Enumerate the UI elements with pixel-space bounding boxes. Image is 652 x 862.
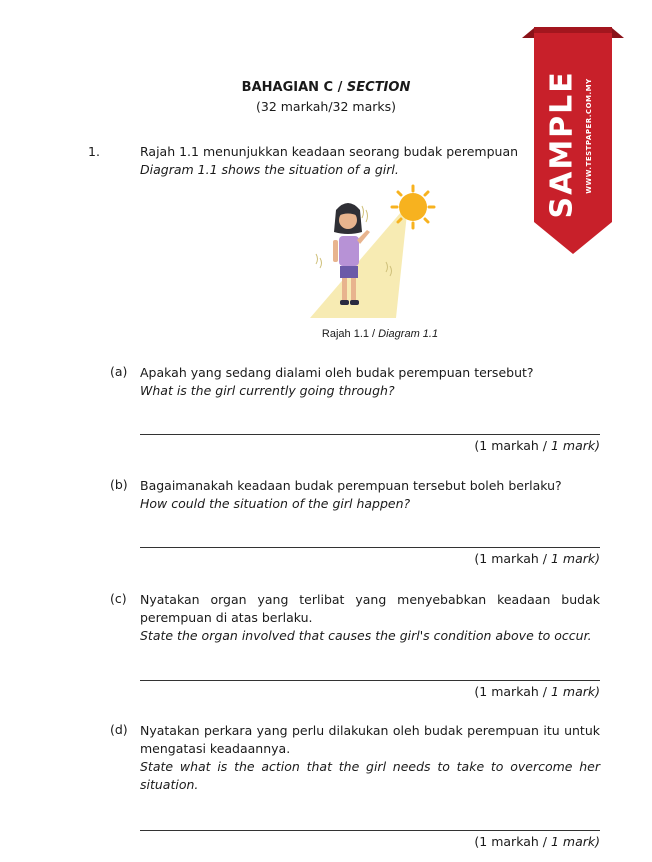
part-d-question-en: State what is the action that the girl needs to take to overcome her situation. <box>140 759 600 792</box>
question-stem-bm: Rajah 1.1 menunjukkan keadaan seorang budak perempuan <box>140 144 519 159</box>
caption-en: Diagram 1.1 <box>378 328 439 340</box>
part-d-question-bm: Nyatakan perkara yang perlu dilakukan oleh budak perempuan itu untuk mengatasi keadaannya. <box>140 723 600 756</box>
caption-bm: Rajah 1.1 / <box>321 328 379 340</box>
part-d-answer-line[interactable] <box>140 830 600 831</box>
sun-icon <box>392 186 434 228</box>
question-number: 1. <box>88 144 100 159</box>
part-a-answer-line[interactable] <box>140 434 600 435</box>
part-b-label: (b) <box>110 477 128 492</box>
part-a-label: (a) <box>110 364 128 379</box>
diagram-girl-in-sun <box>300 182 460 322</box>
part-d-marks: (1 markah / 1 mark) <box>474 834 600 849</box>
question-stem-en: Diagram 1.1 shows the situation of a girl. <box>140 162 399 177</box>
heading-bm: BAHAGIAN C / <box>241 80 347 95</box>
watermark-text: SAMPLE <box>544 70 580 219</box>
part-a-question-en: What is the girl currently going through? <box>140 383 395 398</box>
section-marks: (32 markah/32 marks) <box>255 99 397 114</box>
watermark-site: WWW.TESTPAPER.COM.MY <box>585 78 593 194</box>
part-c-label: (c) <box>110 591 127 606</box>
diagram-caption <box>300 328 460 340</box>
part-b-question-bm: Bagaimanakah keadaan budak perempuan tersebut boleh berlaku? <box>140 478 562 493</box>
part-c-marks: (1 markah / 1 mark) <box>474 684 600 699</box>
part-b-question-en: How could the situation of the girl happen? <box>140 496 411 511</box>
part-c-answer-line[interactable] <box>140 680 600 681</box>
part-d-label: (d) <box>110 722 128 737</box>
part-c-question-bm: Nyatakan organ yang terlibat yang menyebabkan keadaan budak perempuan di atas berlaku. <box>140 592 600 625</box>
part-b-answer-line[interactable] <box>140 547 600 548</box>
part-c-question-en: State the organ involved that causes the girl's condition above to occur. <box>140 628 592 643</box>
part-a-marks: (1 markah / 1 mark) <box>474 438 600 453</box>
part-b-marks: (1 markah / 1 mark) <box>474 551 600 566</box>
heading-en: SECTION <box>346 80 411 95</box>
part-a-question-bm: Apakah yang sedang dialami oleh budak perempuan tersebut? <box>140 365 534 380</box>
